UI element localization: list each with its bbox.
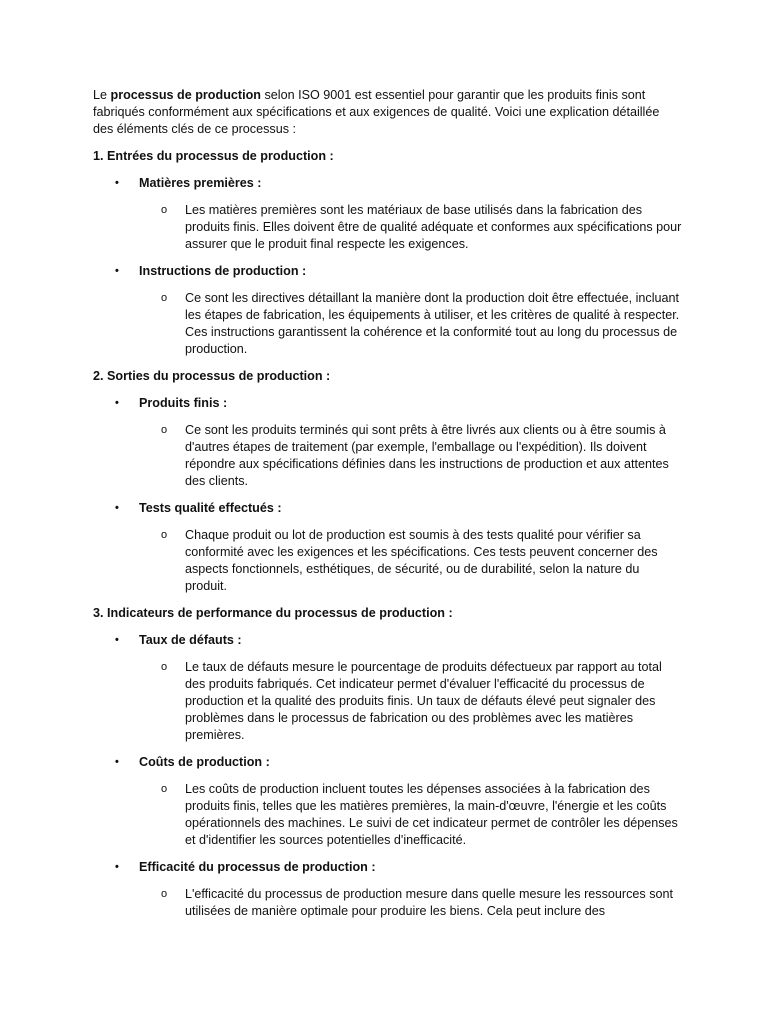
sub-item [93,527,683,595]
bullet-title: Tests qualité effectués : [139,501,282,515]
intro-rest: selon ISO 9001 est essentiel pour garantir que les produits finis sont fabriqués conformément aux spécifications et aux exigences de qualité. Voici une explication détaillée des éléments clés de ce processus : [93,88,660,136]
bullet-marker: • [115,756,119,768]
bullet-title: Efficacité du processus de production : [139,860,376,874]
sub-marker: o [161,204,168,216]
sub-marker: o [161,888,168,900]
sub-text: L'efficacité du processus de production mesure dans quelle mesure les ressources sont utilisées de manière optimale pour produire les biens. Cela peut inclure des [185,887,673,918]
bullet-marker: • [115,177,119,189]
section-heading-indicators: 3. Indicateurs de performance du processus de production : [93,606,453,620]
bullet-item [93,754,683,771]
sub-text: Ce sont les produits terminés qui sont prêts à être livrés aux clients ou à être soumis à d'autres étapes de traitement (par exemple, l'emballage ou l'expédition). Ils doivent répondre aux spécifications définies dans les instructions de production et aux attentes des clients. [185,423,669,488]
sub-text: Le taux de défauts mesure le pourcentage de produits défectueux par rapport au total des produits fabriqués. Cet indicateur permet d'évaluer l'efficacité du processus de production et la qualité des produits finis. Un taux de défauts élevé peut signaler des problèmes dans le processus de fabrication ou des problèmes avec les matières premières. [185,660,662,742]
bullet-marker: • [115,397,119,409]
section-heading-inputs: 1. Entrées du processus de production : [93,149,334,163]
bullet-marker: • [115,861,119,873]
bullet-title: Coûts de production : [139,755,270,769]
sub-item [93,659,683,744]
sub-text: Ce sont les directives détaillant la manière dont la production doit être effectuée, incluant les étapes de fabrication, les équipements à utiliser, et les critères de qualité à respecter. Ces instructions garantissent la cohérence et la conformité tout au long du processus de production. [185,291,680,356]
sub-text: Les coûts de production incluent toutes les dépenses associées à la fabrication des produits finis, telles que les matières premières, la main-d'œuvre, l'énergie et les coûts opérationnels des machines. Le suivi de cet indicateur permet de contrôler les dépenses et d'identifier les sources potentielles d'inefficacité. [185,782,678,847]
sub-item [93,886,683,920]
sub-item [93,202,683,253]
bullet-title: Taux de défauts : [139,633,242,647]
bullet-marker: • [115,265,119,277]
bullet-title: Produits finis : [139,396,228,410]
bullet-item [93,632,683,649]
bullet-title: Instructions de production : [139,264,307,278]
sub-marker: o [161,424,168,436]
bullet-item [93,175,683,192]
sub-item [93,781,683,849]
intro-paragraph [93,87,683,138]
sub-item [93,422,683,490]
document-page [93,87,683,930]
bullet-item [93,395,683,412]
bullet-item [93,859,683,876]
bullet-item [93,500,683,517]
intro-prefix: Le [93,88,111,102]
sub-text: Chaque produit ou lot de production est soumis à des tests qualité pour vérifier sa conformité avec les exigences et les spécifications. Ces tests peuvent concerner des aspects fonctionnels, esthétiques, de sécurité, ou de durabilité, selon la nature du produit. [185,528,658,593]
bullet-marker: • [115,502,119,514]
bullet-item [93,263,683,280]
section-heading-outputs: 2. Sorties du processus de production : [93,369,331,383]
sub-item [93,290,683,358]
bullet-marker: • [115,634,119,646]
sub-text: Les matières premières sont les matériaux de base utilisés dans la fabrication des produits finis. Elles doivent être de qualité adéquate et conformes aux spécifications pour assurer que le produit final respecte les exigences. [185,203,682,251]
sub-marker: o [161,783,168,795]
bullet-title: Matières premières : [139,176,262,190]
sub-marker: o [161,661,168,673]
sub-marker: o [161,292,168,304]
sub-marker: o [161,529,168,541]
intro-bold-term: processus de production [110,88,261,102]
